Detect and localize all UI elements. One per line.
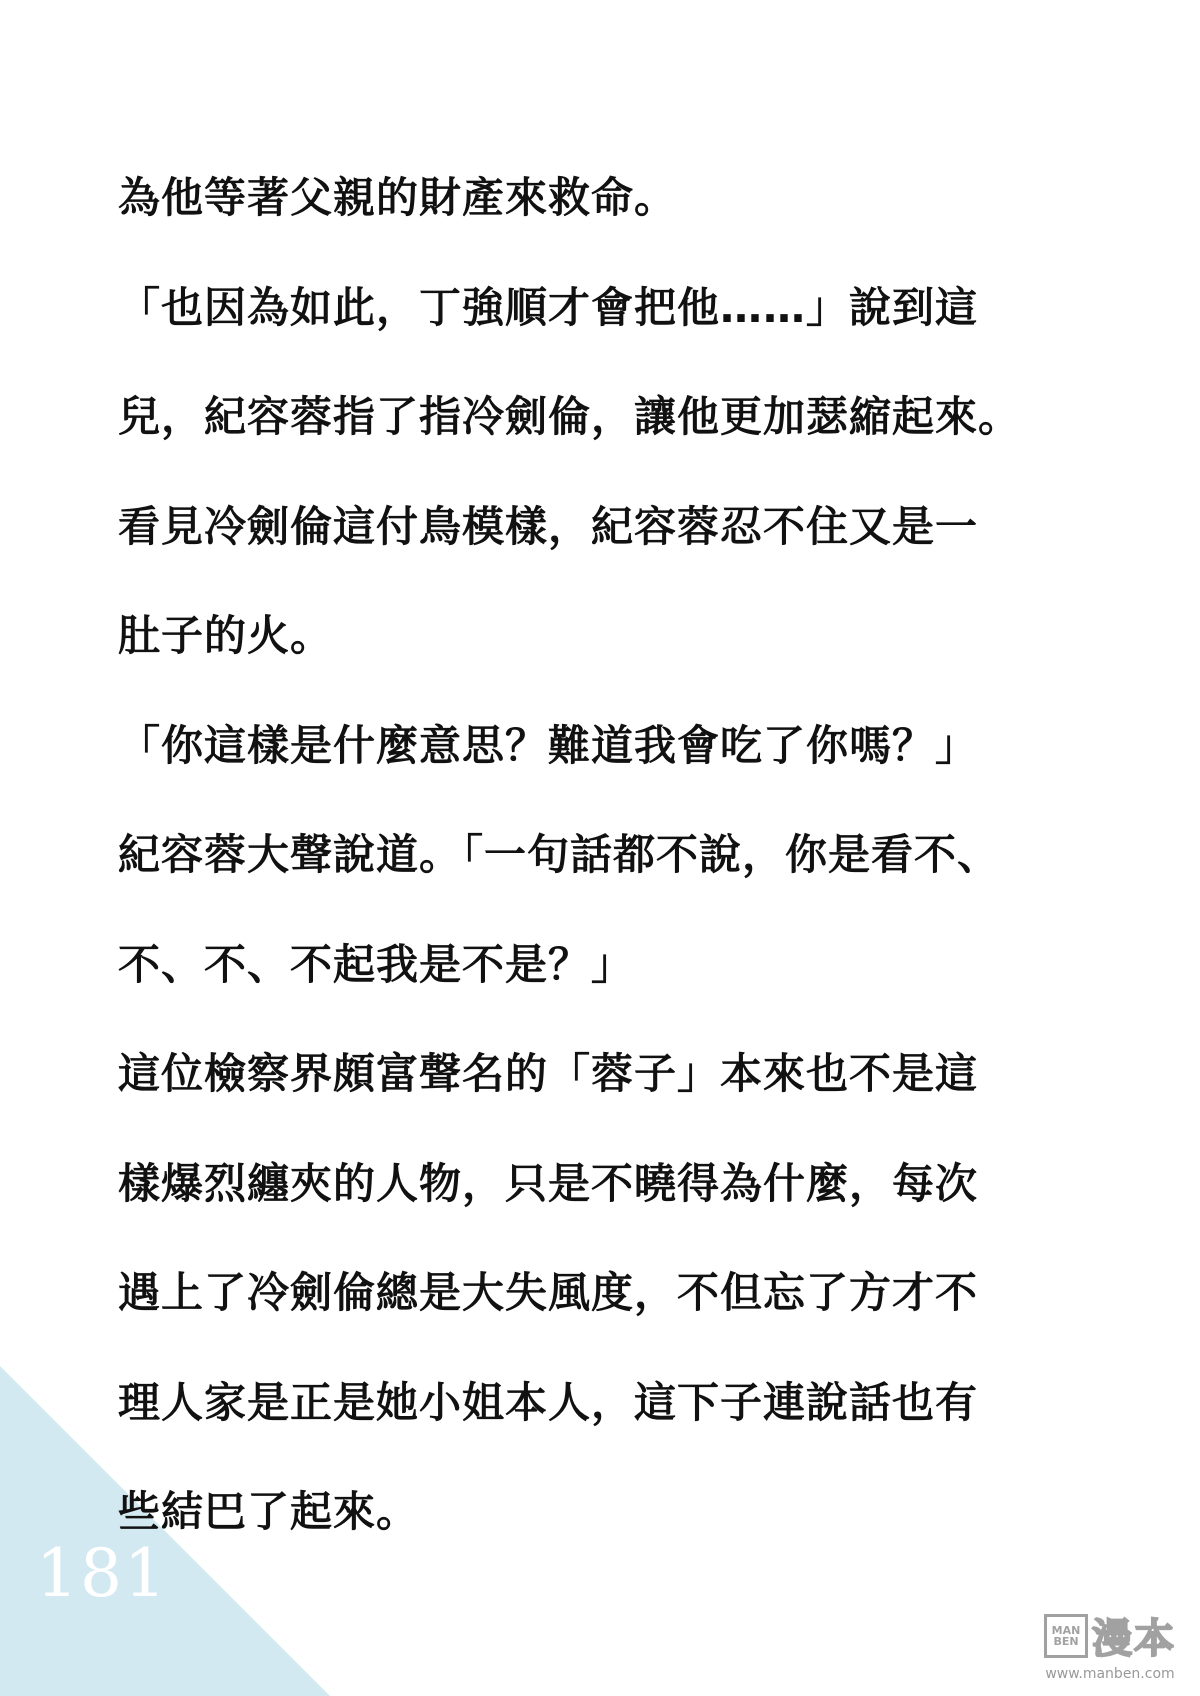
watermark-box-text-top: MAN: [1051, 1623, 1081, 1637]
watermark-url: www.manben.com: [1045, 1666, 1175, 1682]
text-line: 理人家是正是她小姐本人，這下子連說話也有: [118, 1377, 979, 1427]
text-line: 樣爆烈纏夾的人物，只是不曉得為什麼，每次: [118, 1158, 979, 1208]
text-line: 為他等著父親的財產來救命。: [118, 173, 678, 222]
text-line: 些結巴了起來。: [118, 1487, 420, 1536]
watermark-logo-icon: [1044, 1614, 1088, 1658]
text-line: 兒，紀容蓉指了指冷劍倫，讓他更加瑟縮起來。: [118, 392, 1022, 441]
text-line: 「你這樣是什麼意思？難道我會吃了你嗎？」: [118, 720, 979, 770]
watermark-box-text-bottom: BEN: [1053, 1634, 1079, 1648]
text-line: 紀容蓉大聲說道。「一句話都不說，你是看不、: [118, 830, 1001, 879]
text-line: 「也因為如此，丁強順才會把他……」說到這: [118, 282, 979, 332]
text-line: 看見冷劍倫這付鳥模樣，紀容蓉忍不住又是一: [118, 501, 979, 551]
body-text: [118, 168, 1098, 1592]
page-number: 181: [36, 1535, 168, 1612]
text-line: 遇上了冷劍倫總是大失風度，不但忘了方才不: [118, 1268, 979, 1317]
text-line: 這位檢察界頗富聲名的「蓉子」本來也不是這: [118, 1049, 979, 1098]
text-line: 肚子的火。: [118, 611, 334, 660]
watermark-name: 漫本: [1092, 1616, 1176, 1662]
watermark-logo: [1044, 1607, 1176, 1664]
watermark: [1044, 1607, 1176, 1682]
text-line: 不、不、不起我是不是？」: [118, 939, 635, 989]
